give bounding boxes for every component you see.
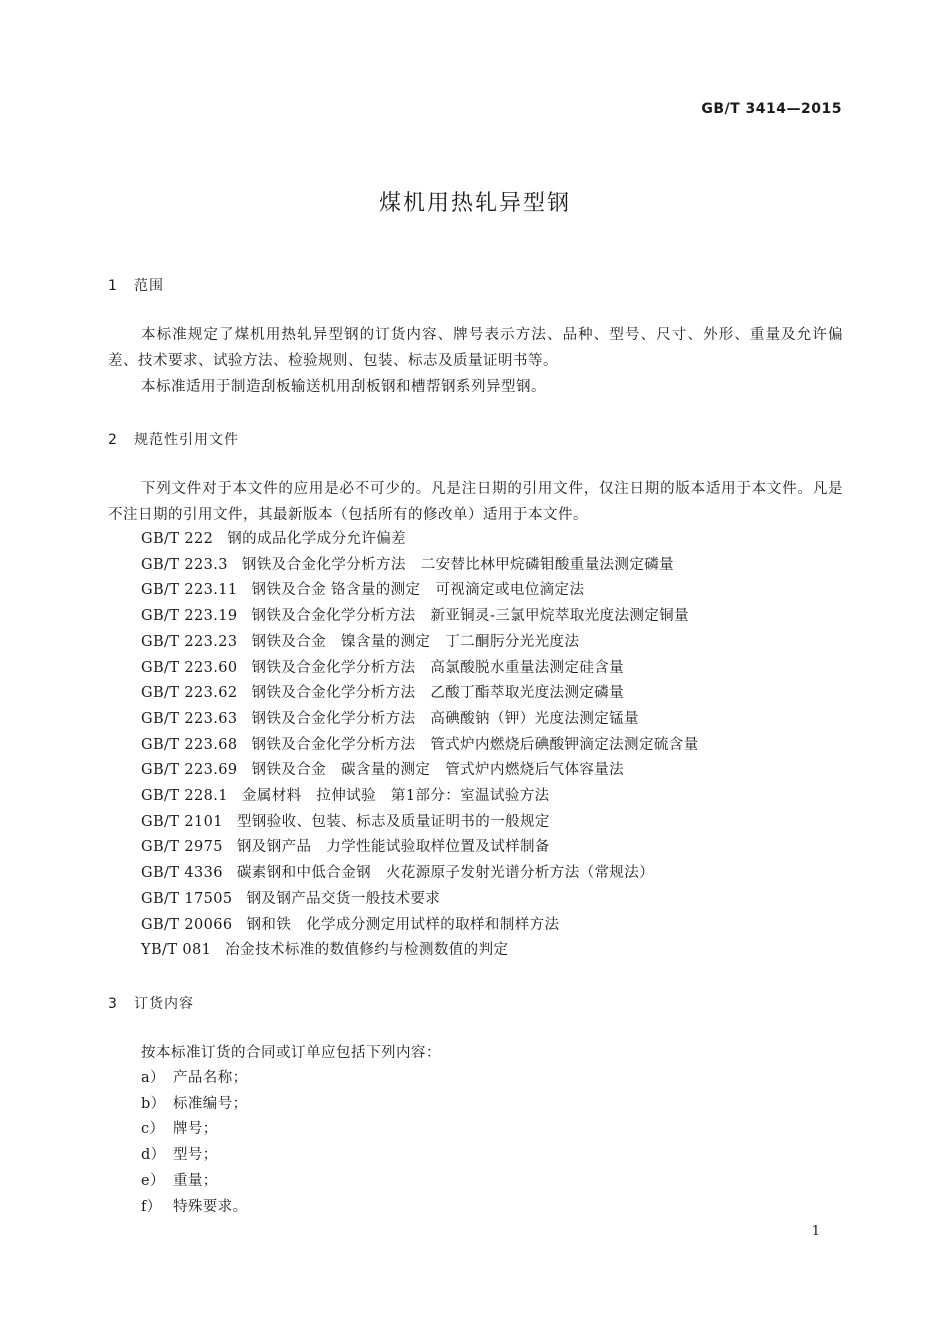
reference-code: GB/T 223.62 xyxy=(141,685,238,702)
reference-code: GB/T 223.3 xyxy=(141,556,228,573)
list-item xyxy=(141,1066,248,1092)
reference-code: GB/T 17505 xyxy=(141,890,233,907)
section-1-title: 范围 xyxy=(134,278,164,294)
reference-title: 钢及钢产品 力学性能试验取样位置及试样制备 xyxy=(236,839,550,856)
list-item-text: 产品名称； xyxy=(173,1070,248,1086)
reference-title: 钢铁及合金 碳含量的测定 管式炉内燃烧后气体容量法 xyxy=(251,762,625,779)
reference-title: 钢铁及合金化学分析方法 高碘酸钠（钾）光度法测定锰量 xyxy=(251,710,639,727)
reference-title: 碳素钢和中低合金钢 火花源原子发射光谱分析方法（常规法） xyxy=(236,865,655,882)
document-title: 煤机用热轧异型钢 xyxy=(378,191,571,216)
reference-item xyxy=(141,553,699,579)
normative-references-list xyxy=(141,527,699,964)
section-3-intro: 按本标准订货的合同或订单应包括下列内容： xyxy=(141,1045,441,1061)
list-item xyxy=(141,1169,248,1195)
list-item xyxy=(141,1195,248,1221)
section-1-paragraph-2: 本标准适用于制造刮板输送机用刮板钢和槽帮钢系列异型钢。 xyxy=(141,379,546,395)
list-item-text: 重量； xyxy=(173,1172,218,1189)
reference-code: GB/T 223.63 xyxy=(141,710,238,727)
reference-code: GB/T 223.23 xyxy=(141,633,238,650)
list-item-text: 标准编号； xyxy=(173,1095,248,1112)
section-2-heading xyxy=(108,429,239,449)
reference-title: 钢的成品化学成分允许偏差 xyxy=(227,531,407,547)
section-1-number: 1 xyxy=(108,278,118,294)
section-1-heading xyxy=(108,275,164,295)
reference-code: GB/T 222 xyxy=(141,531,214,547)
list-item-marker: b） xyxy=(141,1095,166,1112)
list-item xyxy=(141,1092,248,1118)
reference-item xyxy=(141,578,699,604)
list-item-marker: e） xyxy=(141,1172,165,1189)
reference-title: 钢铁及合金化学分析方法 二安替比林甲烷磷钼酸重量法测定磷量 xyxy=(241,556,675,573)
section-1-paragraph-1: 本标准规定了煤机用热轧异型钢的订货内容、牌号表示方法、品种、型号、尺寸、外形、重量及允许偏差、技术要求、试验方法、检验规则、包装、标志及质量证明书等。 xyxy=(108,327,843,369)
reference-code: GB/T 223.60 xyxy=(141,659,238,676)
reference-item xyxy=(141,707,699,733)
reference-code: GB/T 228.1 xyxy=(141,788,228,805)
reference-item xyxy=(141,938,699,964)
section-3-number: 3 xyxy=(108,996,118,1012)
reference-title: 钢和铁 化学成分测定用试样的取样和制样方法 xyxy=(246,916,560,933)
list-item xyxy=(141,1117,248,1143)
list-item-text: 型号； xyxy=(173,1147,218,1164)
reference-item xyxy=(141,810,699,836)
reference-title: 钢铁及合金 铬含量的测定 可视滴定或电位滴定法 xyxy=(251,582,585,599)
reference-code: GB/T 4336 xyxy=(141,865,223,882)
reference-item xyxy=(141,758,699,784)
reference-code: GB/T 223.68 xyxy=(141,736,238,753)
page-number: 1 xyxy=(811,1224,820,1239)
reference-title: 钢铁及合金 镍含量的测定 丁二酮肟分光光度法 xyxy=(251,633,580,650)
section-2-title: 规范性引用文件 xyxy=(134,432,239,448)
reference-item xyxy=(141,630,699,656)
section-3-title: 订货内容 xyxy=(134,996,194,1012)
reference-item xyxy=(141,835,699,861)
list-item-text: 牌号； xyxy=(173,1121,218,1138)
reference-item xyxy=(141,913,699,939)
reference-code: YB/T 081 xyxy=(141,942,212,959)
reference-code: GB/T 223.11 xyxy=(141,582,238,599)
reference-title: 金属材料 拉伸试验 第1部分：室温试验方法 xyxy=(241,788,550,805)
reference-title: 钢铁及合金化学分析方法 高氯酸脱水重量法测定硅含量 xyxy=(251,659,625,676)
reference-code: GB/T 20066 xyxy=(141,916,233,933)
list-item-text: 特殊要求。 xyxy=(173,1198,248,1215)
reference-code: GB/T 223.69 xyxy=(141,762,238,779)
reference-code: GB/T 2101 xyxy=(141,813,223,830)
reference-title: 钢铁及合金化学分析方法 乙酸丁酯萃取光度法测定磷量 xyxy=(251,685,625,702)
list-item-marker: f） xyxy=(141,1198,162,1215)
reference-title: 钢铁及合金化学分析方法 管式炉内燃烧后碘酸钾滴定法测定硫含量 xyxy=(251,736,699,753)
standard-code: GB/T 3414—2015 xyxy=(701,101,842,117)
reference-title: 钢及钢产品交货一般技术要求 xyxy=(246,890,441,907)
reference-item xyxy=(141,887,699,913)
section-2-number: 2 xyxy=(108,432,118,448)
reference-item xyxy=(141,784,699,810)
section-2-intro: 下列文件对于本文件的应用是必不可少的。凡是注日期的引用文件，仅注日期的版本适用于本文件。凡是不注日期的引用文件，其最新版本（包括所有的修改单）适用于本文件。 xyxy=(108,481,843,523)
reference-item xyxy=(141,681,699,707)
reference-title: 冶金技术标准的数值修约与检测数值的判定 xyxy=(225,942,509,959)
reference-item xyxy=(141,604,699,630)
list-item xyxy=(141,1143,248,1169)
reference-code: GB/T 2975 xyxy=(141,839,223,856)
reference-title: 型钢验收、包装、标志及质量证明书的一般规定 xyxy=(236,813,550,830)
section-3-heading xyxy=(108,993,194,1013)
reference-title: 钢铁及合金化学分析方法 新亚铜灵-三氯甲烷萃取光度法测定铜量 xyxy=(251,608,689,625)
list-item-marker: c） xyxy=(141,1121,165,1138)
reference-code: GB/T 223.19 xyxy=(141,608,238,625)
reference-item xyxy=(141,527,699,553)
reference-item xyxy=(141,733,699,759)
list-item-marker: d） xyxy=(141,1147,166,1164)
order-contents-list xyxy=(141,1066,248,1220)
reference-item xyxy=(141,656,699,682)
list-item-marker: a） xyxy=(141,1070,165,1086)
reference-item xyxy=(141,861,699,887)
